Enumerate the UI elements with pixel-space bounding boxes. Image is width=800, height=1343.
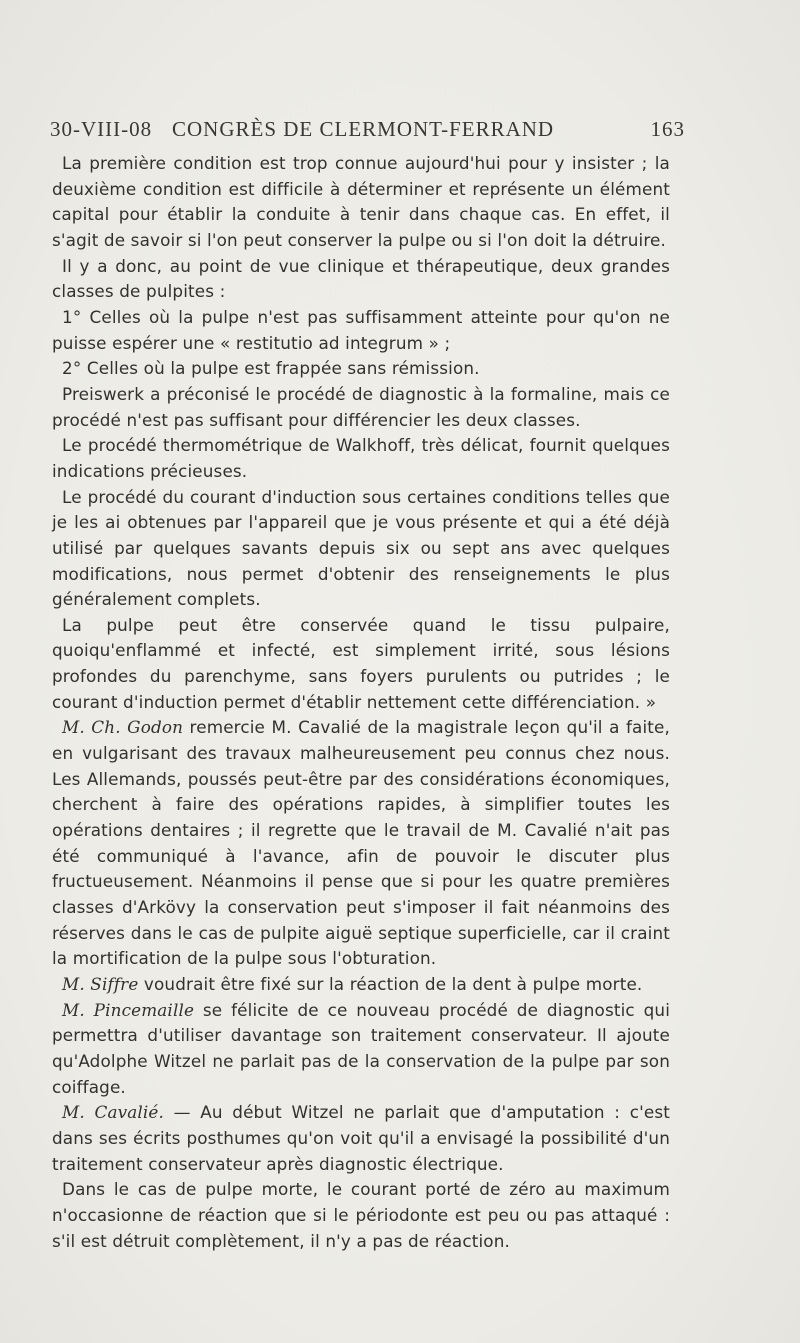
paragraph-text: La première condition est trop connue aujourd'hui pour y insister ; la deuxième condition est difficile à déterminer et représente un élément capital pour établir la conduite à tenir dans chaque cas. En effet, il s'agit de savoir si l'on peut conserver la pulpe ou si l'on doit la détruire. [52,153,670,250]
paragraph-9 [52,715,670,972]
paragraph-text: voudrait être fixé sur la réaction de la dent à pulpe morte. [138,974,643,994]
paragraph-text: Il y a donc, au point de vue clinique et thérapeutique, deux grandes classes de pulpites : [52,255,670,302]
speaker-name: M. Cavalié. [62,1102,164,1123]
paragraph-5 [52,382,670,433]
paragraph-text: — Au début Witzel ne parlait que d'amputation : c'est dans ses écrits posthumes qu'on voit qu'il a envisagé la possibilité d'un traitement conservateur après diagnostic électrique. [52,1102,670,1174]
running-header [50,117,690,145]
paragraph-4 [52,356,670,382]
body-text [52,151,670,1254]
paragraph-11 [52,998,670,1101]
paragraph-text: Le procédé du courant d'induction sous certaines conditions telles que je les ai obtenues par l'appareil que je vous présente et qui a été déjà utilisé par quelques savants depuis six ou sept ans avec quelques modifications, nous permet d'obtenir des renseignements le plus généralement complets. [52,486,670,610]
paragraph-12 [52,1100,670,1177]
speaker-name: M. Pincemaille [62,999,195,1020]
paragraph-8 [52,613,670,716]
paragraph-2 [52,254,670,305]
paragraph-6 [52,433,670,484]
page-number: 163 [650,117,685,141]
speaker-name: M. Ch. Godon [62,717,184,738]
paragraph-text: remercie M. Cavalié de la magistrale leçon qu'il a faite, en vulgarisant des travaux malheureusement peu connus chez nous. Les Allemands, poussés peut-être par des considérations économiques, cherchent à faire des opérations rapides, à simplifier toutes les opérations dentaires ; il regrette que le travail de M. Cavalié n'ait pas été communiqué à l'avance, afin de pouvoir le discuter plus fructueusement. Néanmoins il pense que si pour les quatre premières classes d'Arkövy la conservation peut s'imposer il fait néanmoins des réserves dans le cas de pulpite aiguë septique superficielle, car il craint la mortification de la pulpe sous l'obturation. [52,717,670,969]
paragraph-13 [52,1177,670,1254]
paragraph-text: 1° Celles où la pulpe n'est pas suffisamment atteinte pour qu'on ne puisse espérer une « restitutio ad integrum » ; [52,306,670,353]
paragraph-7 [52,485,670,613]
paragraph-text: Dans le cas de pulpe morte, le courant porté de zéro au maximum n'occasionne de réaction que si le périodonte est peu ou pas attaqué : s'il est détruit complètement, il n'y a pas de réaction. [52,1179,670,1251]
paragraph-text: Preiswerk a préconisé le procédé de diagnostic à la formaline, mais ce procédé n'est pas suffisant pour différencier les deux classes. [52,383,670,430]
header-title: CONGRÈS DE CLERMONT-FERRAND [172,117,555,141]
paragraph-text: Le procédé thermométrique de Walkhoff, très délicat, fournit quelques indications précieuses. [52,435,670,481]
speaker-name: M. Siffre [62,974,139,994]
paragraph-3 [52,305,670,356]
paragraph-10 [52,972,670,998]
paragraph-text: 2° Celles où la pulpe est frappée sans rémission. [62,358,480,379]
paragraph-text: se félicite de ce nouveau procédé de diagnostic qui permettra d'utiliser davantage son traitement conservateur. Il ajoute qu'Adolphe Witzel ne parlait pas de la conservation de la pulpe par son coiffage. [52,999,671,1097]
paragraph-text: La pulpe peut être conservée quand le tissu pulpaire, quoiqu'enflammé et infecté, est simplement irrité, sous lésions profondes du parenchyme, sans foyers purulents ou putrides ; le courant d'induction permet d'établir nettement cette différenciation. » [52,614,670,712]
header-date: 30-VIII-08 [50,117,153,141]
paragraph-1 [52,151,670,254]
